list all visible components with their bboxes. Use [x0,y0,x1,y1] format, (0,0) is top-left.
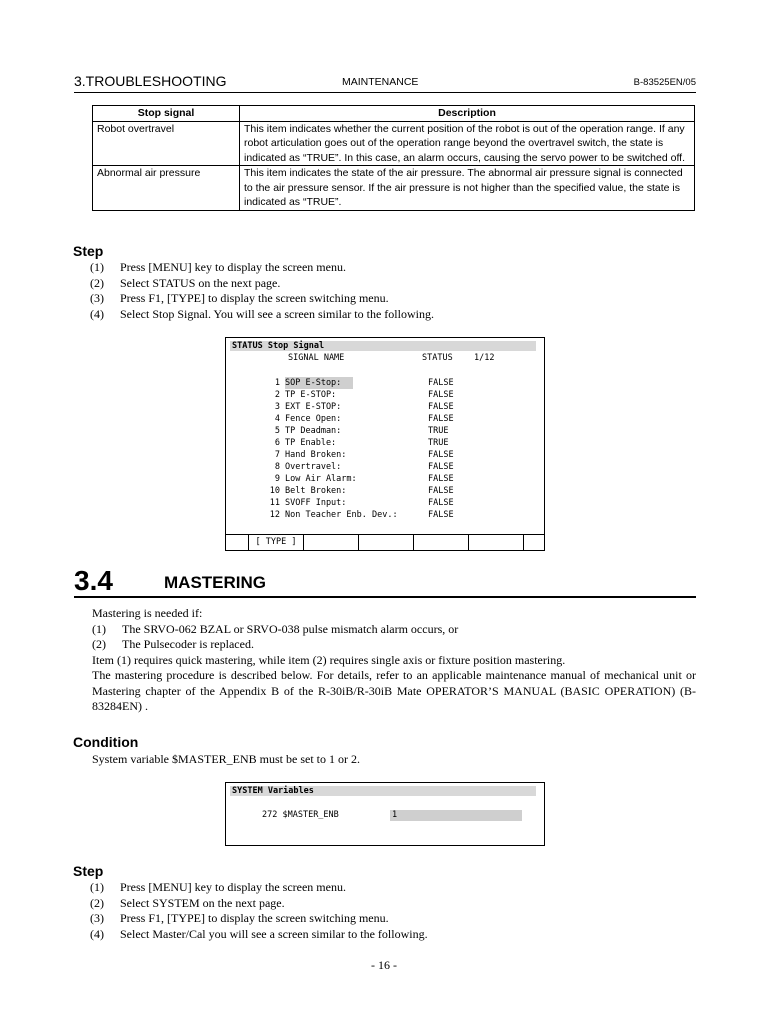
signal-value: FALSE [428,378,454,388]
signal-value: FALSE [428,498,454,508]
signal-number: 5 [274,426,280,436]
variable-name: $MASTER_ENB [282,810,339,820]
step-text: Select STATUS on the next page. [120,275,281,290]
list-item [90,927,428,943]
signal-value: FALSE [428,390,454,400]
item-text: The Pulsecoder is replaced. [122,637,254,651]
step-text: Press [MENU] key to display the screen menu. [120,260,346,274]
signal-value: FALSE [428,474,454,484]
col-header-signal: Stop signal [93,106,240,122]
page-indicator: 1/12 [474,353,495,363]
signal-name: Non Teacher Enb. Dev.: [285,510,398,520]
signal-value: FALSE [428,462,454,472]
step-number: (2) [90,895,104,910]
signal-name: EXT E-STOP: [285,402,342,412]
step-number: (3) [90,911,104,925]
signal-number: 9 [274,474,280,484]
signal-number: 2 [274,390,280,400]
header-section: 3.TROUBLESHOOTING [74,73,227,89]
header-category: MAINTENANCE [342,76,419,88]
item-number: (1) [92,621,106,636]
signal-number: 11 [269,498,280,508]
signal-number: 8 [274,462,280,472]
signal-name: Low Air Alarm: [285,474,357,484]
system-variables-screen [225,782,545,846]
mastering-body [92,606,696,715]
signal-name: Overtravel: [285,462,342,472]
paragraph: The mastering procedure is described below. For details, refer to an applicable maintenance manual of mechanical unit or Mastering chapter of the Appendix B of the R-30iB/R-30iB Mate OPERATOR’S MANUAL (BASIC OPERATION) (B-83284EN) . [92,668,696,713]
step-number: (2) [90,275,104,290]
signal-name: Fence Open: [285,414,342,424]
signal-name: SVOFF Input: [285,498,347,508]
step-heading: Step [73,243,104,259]
signal-value: TRUE [428,438,449,448]
step-text: Select SYSTEM on the next page. [120,895,285,910]
col-header-signal-name: SIGNAL NAME [288,353,345,363]
variable-value-field[interactable]: 1 [390,810,522,821]
page-header [74,72,696,93]
step-number: (4) [90,926,104,941]
cell-description: This item indicates the state of the air pressure. The abnormal air pressure signal is connected to the air pressure sensor. If the air pressure is not higher than the specified value, the state is indicated as “TRUE”. [240,166,695,211]
signal-number: 10 [269,486,280,496]
signal-number: 1 [274,378,280,388]
step-text: Select Stop Signal. You will see a screen similar to the following. [120,306,434,321]
paragraph: Item (1) requires quick mastering, while item (2) requires single axis or fixture position mastering. [92,652,566,667]
list-item [90,291,434,307]
list-item [90,880,428,896]
step-text: Press F1, [TYPE] to display the screen switching menu. [120,911,389,925]
cell-signal: Abnormal air pressure [93,166,240,211]
table-header-row [93,106,695,122]
cell-description: This item indicates whether the current position of the robot is out of the operation range. If any robot articulation goes out of the operation range beyond the overtravel switch, the state is indicated as “TRUE”. In this case, an alarm occurs, causing the servo power to be switched off. [240,121,695,166]
table-row [93,121,695,166]
signal-name: TP Enable: [285,438,337,448]
list-item[interactable] [262,809,339,821]
step-heading: Step [73,863,104,879]
f4-key[interactable] [413,535,468,550]
step-list [90,880,428,942]
table-row [93,166,695,211]
section-number: 3.4 [74,565,113,596]
signal-value: FALSE [428,402,454,412]
condition-heading: Condition [73,734,139,750]
status-screen [225,337,545,551]
step-text: Press [MENU] key to display the screen menu. [120,880,346,894]
signal-number: 3 [274,402,280,412]
page-number: - 16 - [371,958,397,972]
list-item [90,260,434,276]
screen-title: SYSTEM Variables [230,786,536,796]
header-doc-number: B-83525EN/05 [633,77,696,88]
signal-value: TRUE [428,426,449,436]
signal-name: TP E-STOP: [285,390,337,400]
signal-name: SOP E-Stop: [285,377,353,389]
step-text: Press F1, [TYPE] to display the screen switching menu. [120,291,389,305]
list-item [92,637,696,653]
f1-type-key[interactable]: [ TYPE ] [248,535,303,550]
item-number: (2) [92,637,106,651]
signal-value: FALSE [428,414,454,424]
f3-key[interactable] [358,535,413,550]
item-text: The SRVO-062 BZAL or SRVO-038 pulse mismatch alarm occurs, or [122,621,459,636]
list-item [90,307,434,323]
section-heading [74,565,696,598]
signal-value: FALSE [428,486,454,496]
col-header-status: STATUS [422,353,453,363]
list-item [92,622,696,638]
f5-key[interactable] [468,535,523,550]
list-item [90,276,434,292]
signal-number: 7 [274,450,280,460]
step-number: (1) [90,260,104,274]
step-number: (4) [90,306,104,321]
signal-number: 6 [274,438,280,448]
f2-key[interactable] [303,535,358,550]
signal-name: TP Deadman: [285,426,342,436]
signal-number: 12 [269,510,280,520]
step-number: (1) [90,880,104,894]
stop-signal-table [92,105,695,211]
intro-text: Mastering is needed if: [92,606,203,620]
list-item [90,896,428,912]
signal-number: 4 [274,414,280,424]
variable-number: 272 [262,810,278,820]
function-key-bar [226,534,544,550]
next-key[interactable] [523,535,545,550]
screen-title: STATUS Stop Signal [230,341,536,351]
section-title: MASTERING [164,573,266,592]
signal-name: Hand Broken: [285,450,347,460]
step-number: (3) [90,291,104,305]
condition-text: System variable $MASTER_ENB must be set to 1 or 2. [92,752,360,766]
signal-name: Belt Broken: [285,486,347,496]
list-item [90,911,428,927]
cell-signal: Robot overtravel [93,121,240,166]
signal-value: FALSE [428,450,454,460]
step-text: Select Master/Cal you will see a screen similar to the following. [120,926,428,941]
step-list [90,260,434,322]
col-header-description: Description [240,106,695,122]
signal-value: FALSE [428,510,454,520]
